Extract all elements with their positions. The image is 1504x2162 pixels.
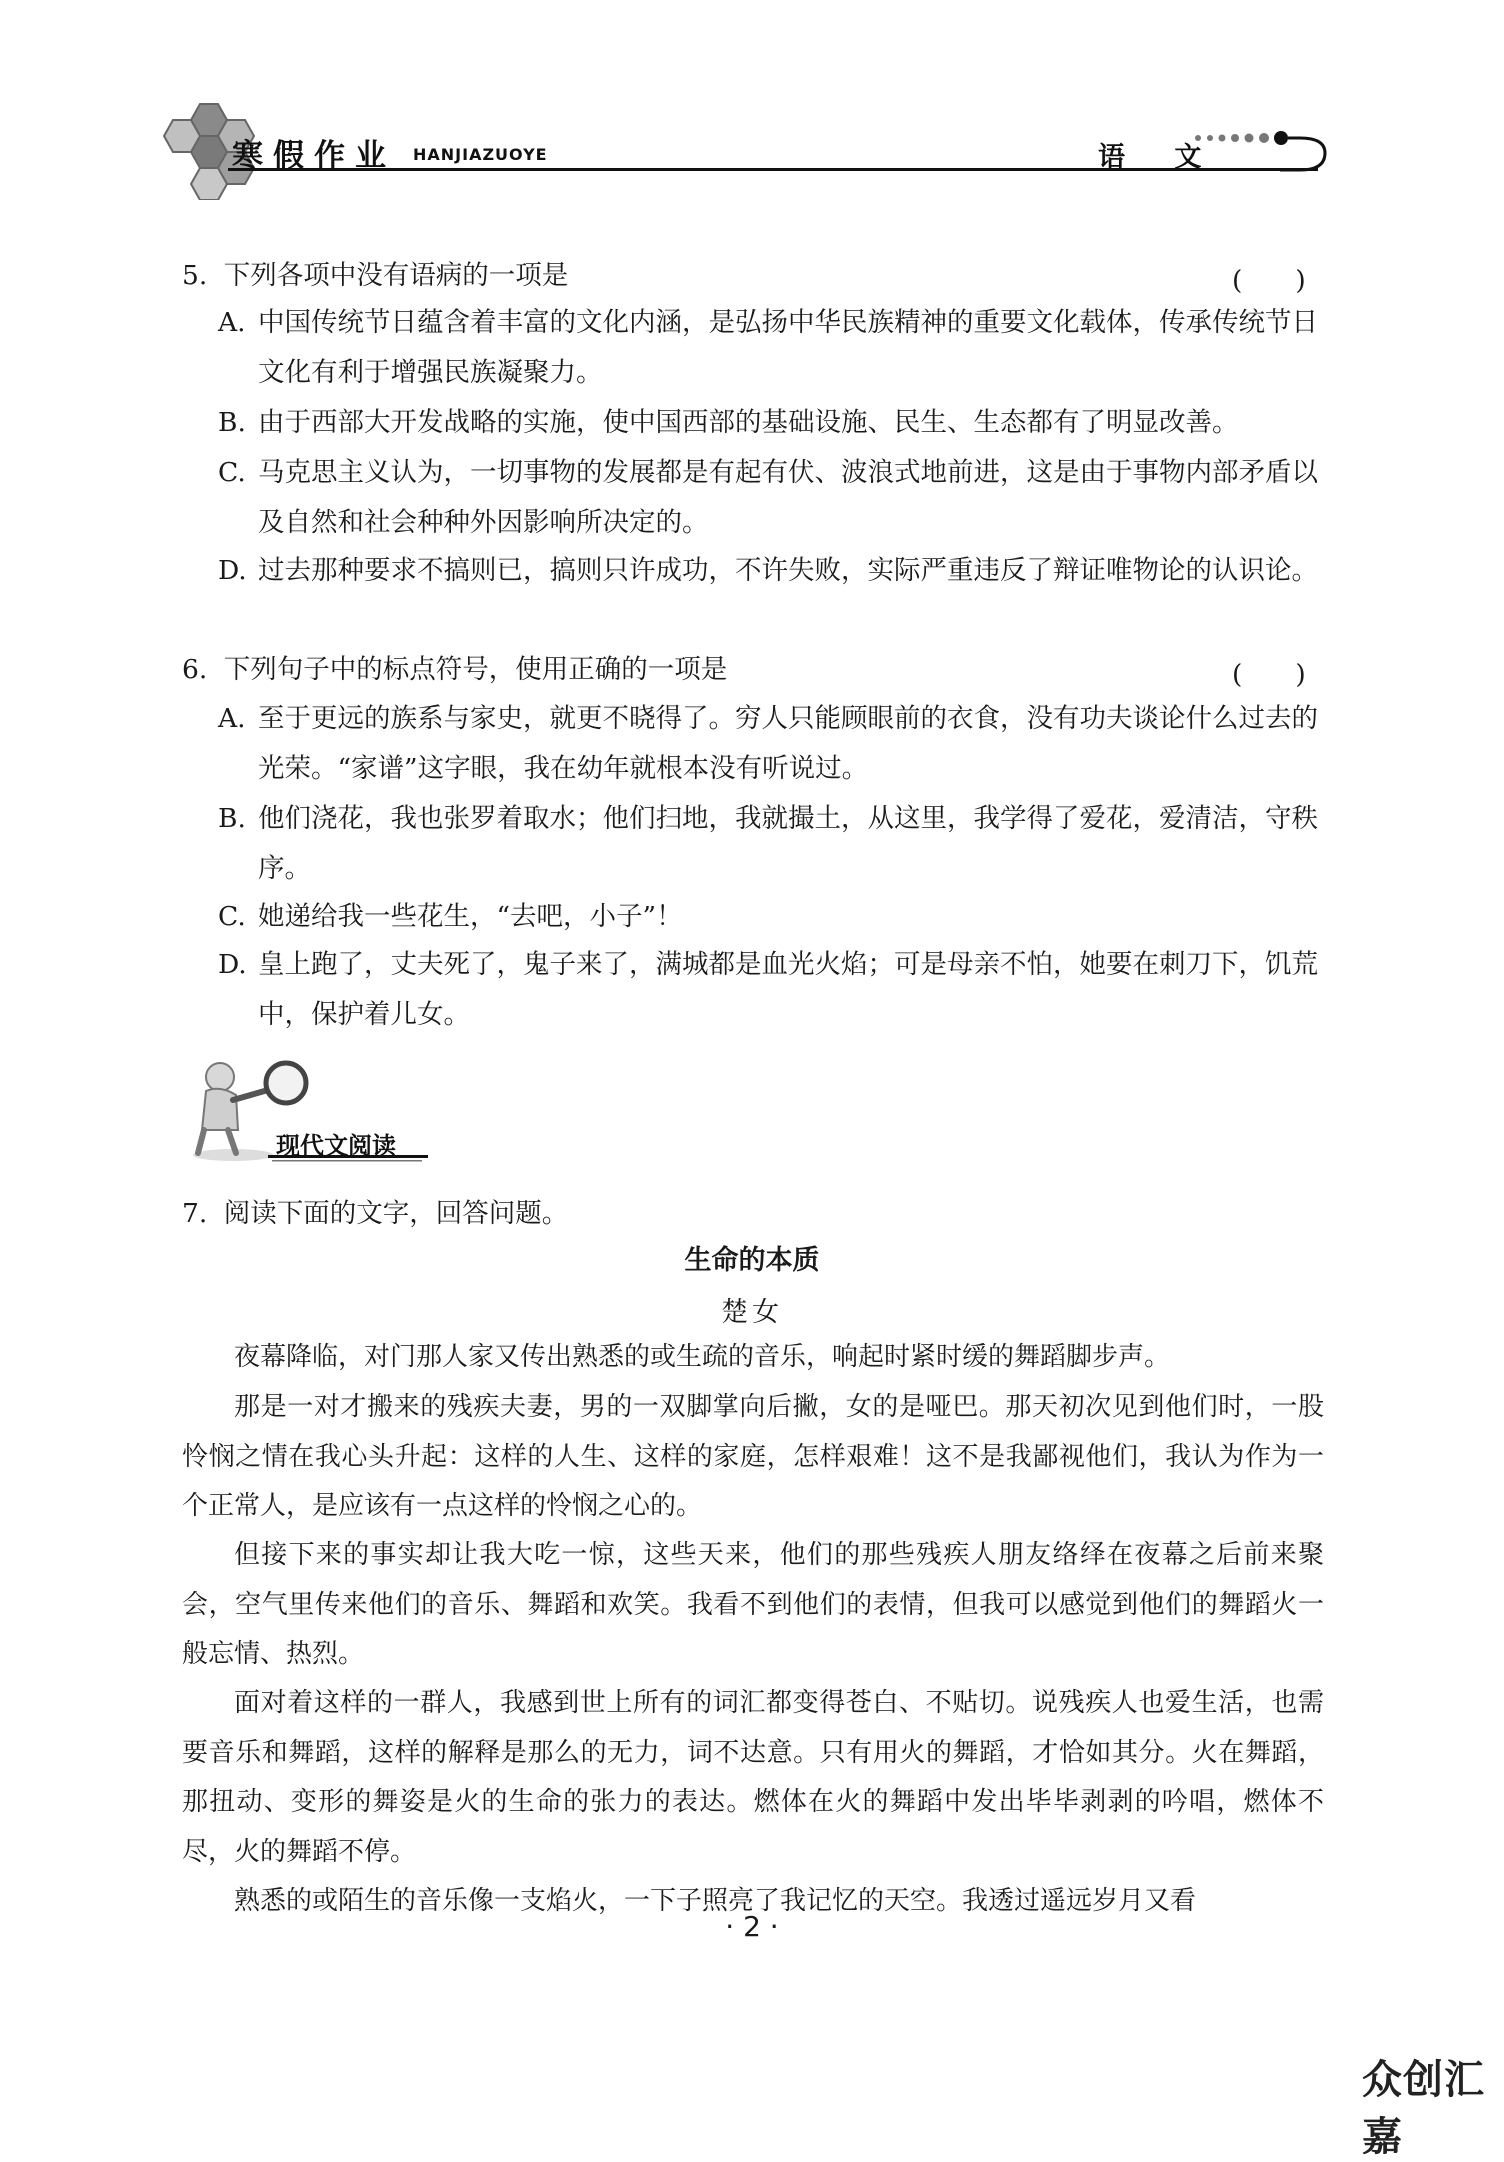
header-subject: 语 文 bbox=[1098, 142, 1222, 173]
option-text: 马克思主义认为，一切事物的发展都是有起有伏、波浪式地前进，这是由于事物内部矛盾以及自然和社会种种外因影响所决定的。 bbox=[258, 457, 1318, 538]
option-text: 由于西部大开发战略的实施，使中国西部的基础设施、民生、生态都有了明显改善。 bbox=[258, 407, 1239, 438]
article-paragraph: 夜幕降临，对门那人家又传出熟悉的或生疏的音乐，响起时紧时缓的舞蹈脚步声。 bbox=[234, 1342, 1171, 1372]
option-5c bbox=[218, 448, 1318, 548]
option-text: 过去那种要求不搞则已，搞则只许成功，不许失败，实际严重违反了辩证唯物论的认识论。 bbox=[258, 555, 1318, 586]
article-author: 楚女 bbox=[721, 1297, 783, 1328]
question-number: 7. bbox=[182, 1198, 208, 1229]
option-5b bbox=[218, 398, 1318, 448]
answer-parentheses[interactable]: ( ) bbox=[1232, 659, 1306, 690]
question-7-stem bbox=[182, 1196, 568, 1232]
question-text: 下列句子中的标点符号，使用正确的一项是 bbox=[223, 654, 728, 685]
question-5-stem bbox=[182, 258, 568, 294]
option-text: 至于更远的族系与家史，就更不晓得了。穷人只能顾眼前的衣食，没有功夫谈论什么过去的光荣。“家谱”这字眼，我在幼年就根本没有听说过。 bbox=[258, 703, 1318, 784]
option-text: 他们浇花，我也张罗着取水；他们扫地，我就撮土，从这里，我学得了爱花，爱清洁，守秩序。 bbox=[258, 803, 1318, 884]
option-letter: A. bbox=[218, 307, 246, 338]
article-paragraph: 那是一对才搬来的残疾夫妻，男的一双脚掌向后撇，女的是哑巴。那天初次见到他们时，一股怜悯之情在我心头升起：这样的人生、这样的家庭，怎样艰难！这不是我鄙视他们，我认为作为一个正常人，是应该有一点这样的怜悯之心的。 bbox=[182, 1392, 1324, 1521]
option-text: 皇上跑了，丈夫死了，鬼子来了，满城都是血光火焰；可是母亲不怕，她要在刺刀下，饥荒中，保护着儿女。 bbox=[258, 949, 1318, 1030]
page-number: · 2 · bbox=[725, 1910, 779, 1943]
option-letter: A. bbox=[218, 703, 246, 734]
article-title: 生命的本质 bbox=[684, 1245, 820, 1276]
article-paragraph: 熟悉的或陌生的音乐像一支焰火，一下子照亮了我记忆的天空。我透过遥远岁月又看 bbox=[234, 1886, 1197, 1916]
article-paragraph: 但接下来的事实却让我大吃一惊，这些天来，他们的那些残疾人朋友络绎在夜幕之后前来聚会，空气里传来他们的音乐、舞蹈和欢笑。我看不到他们的表情，但我可以感觉到他们的舞蹈火一般忘情、热烈。 bbox=[182, 1540, 1324, 1669]
question-number: 5. bbox=[182, 260, 208, 291]
question-text: 下列各项中没有语病的一项是 bbox=[223, 260, 569, 291]
header-decoration bbox=[0, 0, 1504, 200]
option-letter: D. bbox=[218, 555, 247, 586]
section-label: 现代文阅读 bbox=[276, 1132, 396, 1160]
option-6a bbox=[218, 694, 1318, 794]
question-number: 6. bbox=[182, 654, 208, 685]
option-letter: C. bbox=[218, 901, 246, 932]
option-6d bbox=[218, 940, 1318, 1040]
option-5a bbox=[218, 298, 1318, 398]
question-text: 阅读下面的文字，回答问题。 bbox=[223, 1198, 569, 1229]
page-header bbox=[0, 0, 1504, 200]
option-text: 中国传统节日蕴含着丰富的文化内涵，是弘扬中华民族精神的重要文化载体，传承传统节日文化有利于增强民族凝聚力。 bbox=[258, 307, 1318, 388]
header-title: 寒假作业 bbox=[232, 138, 396, 174]
option-5d bbox=[218, 546, 1318, 596]
option-letter: B. bbox=[218, 407, 246, 438]
question-6-stem bbox=[182, 652, 727, 688]
option-text: 她递给我一些花生，“去吧，小子”！ bbox=[258, 901, 683, 932]
option-letter: C. bbox=[218, 457, 246, 488]
option-letter: B. bbox=[218, 803, 246, 834]
answer-parentheses[interactable]: ( ) bbox=[1232, 265, 1306, 296]
option-letter: D. bbox=[218, 949, 247, 980]
option-6b bbox=[218, 794, 1318, 894]
option-6c bbox=[218, 892, 1318, 942]
header-title-en: HANJIAZUOYE bbox=[413, 145, 548, 164]
article-paragraph: 面对着这样的一群人，我感到世上所有的词汇都变得苍白、不贴切。说残疾人也爱生活，也需要音乐和舞蹈，这样的解释是那么的无力，词不达意。只有用火的舞蹈，才恰如其分。火在舞蹈，那扭动、变形的舞姿是火的生命的张力的表达。燃体在火的舞蹈中发出毕毕剥剥的吟唱，燃体不尽，火的舞蹈不停。 bbox=[182, 1688, 1324, 1867]
watermark: 众创汇嘉 bbox=[1362, 2057, 1485, 2160]
